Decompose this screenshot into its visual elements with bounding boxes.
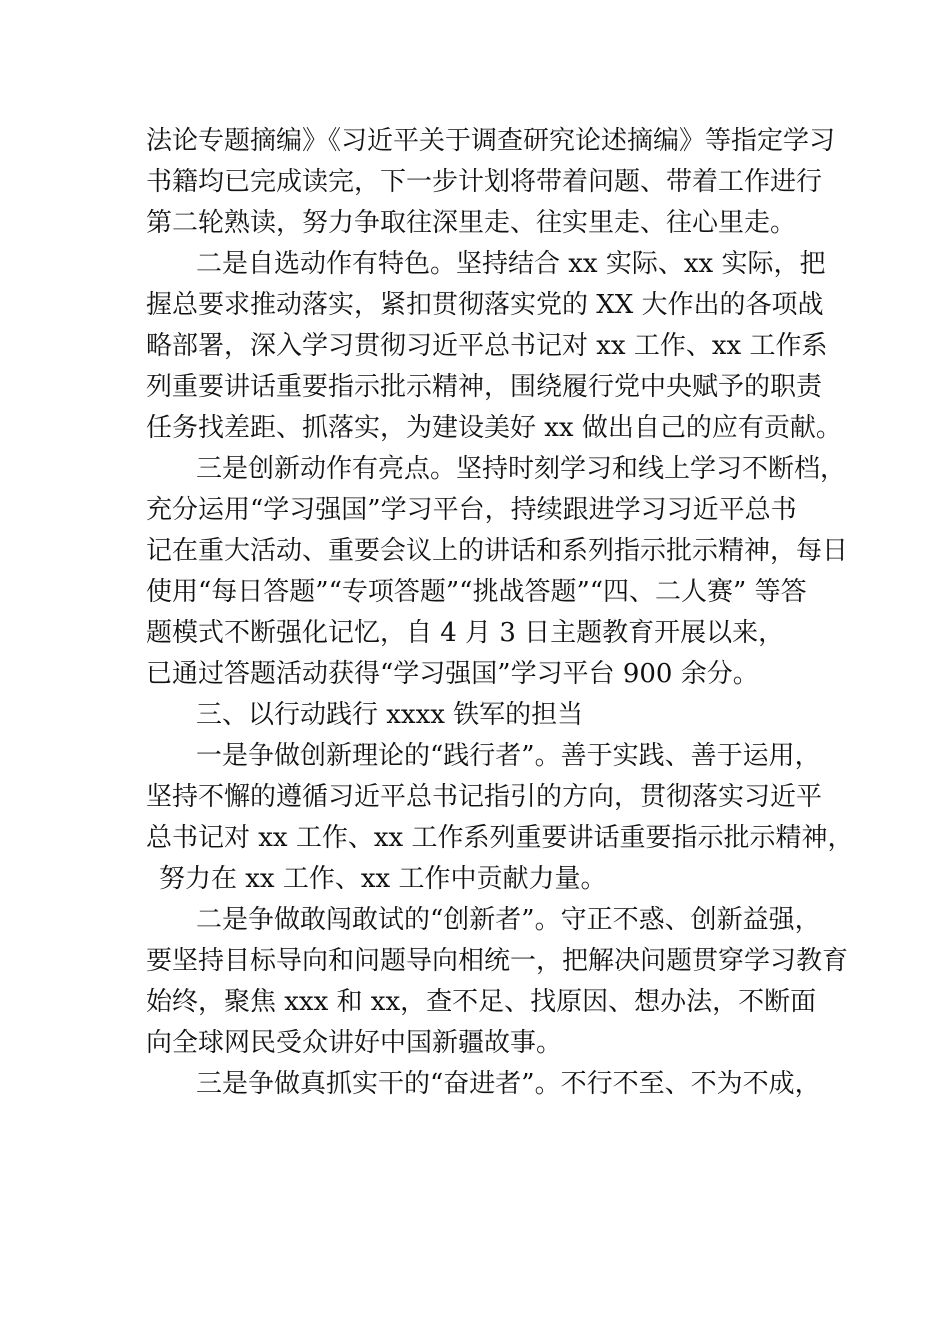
text-line-19: 努力在 xx 工作、xx 工作中贡献力量。 — [159, 864, 607, 894]
text-line-11: 记在重大活动、重要会议上的讲话和系列指示批示精神，每日 — [146, 536, 849, 566]
text-line-7: 列重要讲话重要指示批示精神，围绕履行党中央赋予的职责 — [146, 372, 823, 402]
text-line-8: 任务找差距、抓落实，为建设美好 xx 做出自己的应有贡献。 — [146, 413, 842, 443]
section-heading: 三、以行动践行 xxxx 铁军的担当 — [196, 700, 584, 730]
text-line-21: 要坚持目标导向和问题导向相统一，把解决问题贯穿学习教育 — [146, 946, 849, 976]
text-line-18: 总书记对 xx 工作、xx 工作系列重要讲话重要指示批示精神， — [146, 823, 854, 853]
paragraph-start-line: 二是争做敢闯敢试的“创新者”。守正不惑、创新益强， — [196, 905, 821, 935]
text-line-23: 向全球网民受众讲好中国新疆故事。 — [146, 1028, 563, 1058]
paragraph-start-line: 三是争做真抓实干的“奋进者”。不行不至、不为不成， — [196, 1069, 821, 1099]
text-line-13: 题模式不断强化记忆，自 4 月 3 日主题教育开展以来， — [146, 618, 785, 648]
paragraph-start-line: 三是创新动作有亮点。坚持时刻学习和线上学习不断档， — [196, 454, 847, 484]
paragraph-start-line: 一是争做创新理论的“践行者”。善于实践、善于运用， — [196, 741, 821, 771]
text-line-14: 已通过答题活动获得“学习强国”学习平台 900 余分。 — [146, 659, 759, 689]
text-line-6: 略部署，深入学习贯彻习近平总书记对 xx 工作、xx 工作系 — [146, 331, 828, 361]
text-line-12: 使用“每日答题”“专项答题”“挑战答题”“四、二人赛” 等答 — [146, 577, 807, 607]
text-line-10: 充分运用“学习强国”学习平台，持续跟进学习习近平总书 — [146, 495, 797, 525]
text-line-5: 握总要求推动落实，紧扣贯彻落实党的 XX 大作出的各项战 — [146, 290, 824, 320]
text-line-22: 始终，聚焦 xxx 和 xx，查不足、找原因、想办法，不断面 — [146, 987, 817, 1017]
text-line-17: 坚持不懈的遵循习近平总书记指引的方向，贯彻落实习近平 — [146, 782, 823, 812]
text-line-2: 书籍均已完成读完，下一步计划将带着问题、带着工作进行 — [146, 167, 823, 197]
paragraph-start-line: 二是自选动作有特色。坚持结合 xx 实际、xx 实际，把 — [196, 249, 826, 279]
text-line-3: 第二轮熟读，努力争取往深里走、往实里走、往心里走。 — [146, 208, 797, 238]
text-line-1: 法论专题摘编》《习近平关于调查研究论述摘编》等指定学习 — [146, 126, 836, 156]
